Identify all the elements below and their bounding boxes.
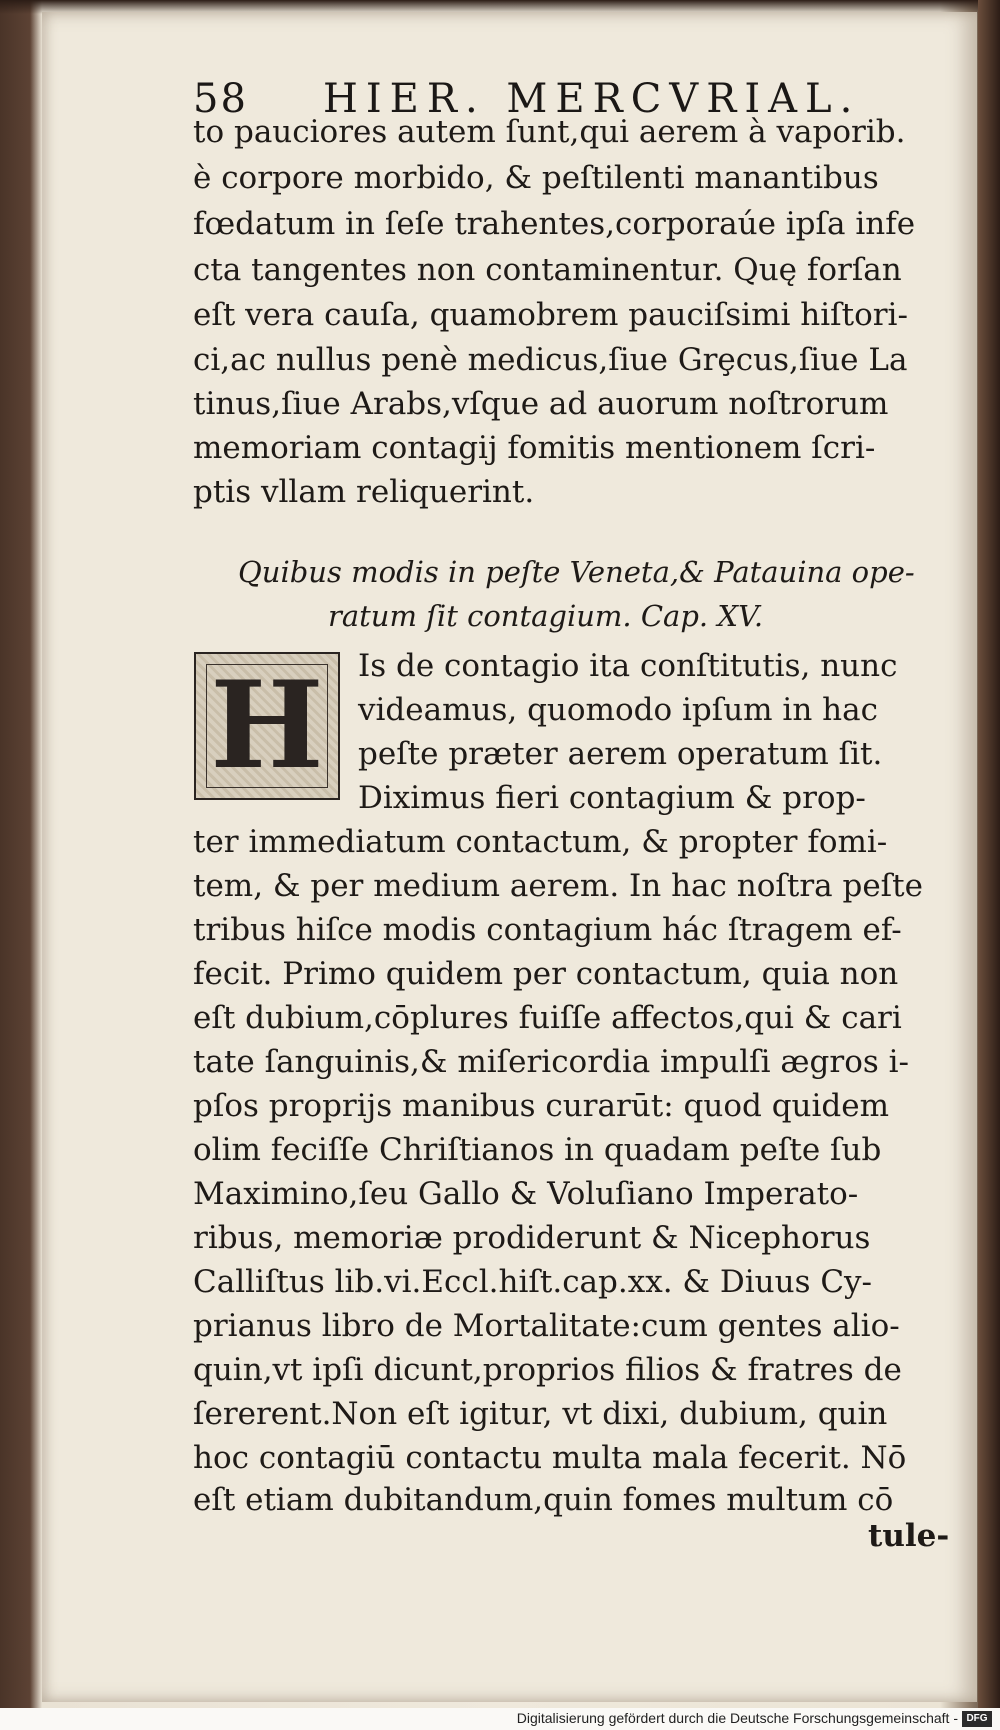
text-line: eſt vera cauſa, quamobrem pauciſsimi hiſtori- (193, 297, 908, 333)
chapter-heading-line: Quibus modis in peſte Veneta,& Patauina ope- (238, 555, 915, 589)
text-line: memoriam contagij fomitis mentionem ſcri- (193, 430, 876, 466)
text-line: ptis vllam reliquerint. (193, 474, 535, 510)
text-line: ci,ac nullus penè medicus,ſiue Grȩcus,ſiue La (193, 342, 908, 378)
text-line: cta tangentes non contaminentur. Quę forſan (193, 252, 902, 288)
page-number: 58 (193, 76, 248, 122)
text-line: to pauciores autem ſunt,qui aerem à vaporib. (193, 114, 906, 150)
text-line: è corpore morbido, & peſtilenti manantibus (193, 160, 879, 196)
text-line: eſt dubium,cōplures fuiſſe affectos,qui & cari (193, 1000, 902, 1036)
text-line: eſt etiam dubitandum,quin fomes multum cō (193, 1482, 894, 1518)
text-line: fecit. Primo quidem per contactum, quia non (193, 956, 899, 992)
book-edge-right (978, 0, 1000, 1730)
text-line: olim feciſſe Chriſtianos in quadam peſte ſub (193, 1132, 882, 1168)
text-line: Calliſtus lib.vi.Eccl.hiſt.cap.xx. & Diuus Cy- (193, 1264, 873, 1300)
text-line: tem, & per medium aerem. In hac noſtra peſte (193, 868, 923, 904)
running-title: HIER. MERCVRIAL. (323, 76, 861, 122)
initial-letter: H (210, 655, 324, 796)
digitization-credit-bar (0, 1708, 1000, 1730)
text-line: ter immediatum contactum, & propter fomi- (193, 824, 888, 860)
text-line: quin,vt ipſi dicunt,proprios filios & fratres de (193, 1352, 902, 1388)
text-line: tinus,ſiue Arabs,vſque ad auorum noſtrorum (193, 386, 889, 422)
catchword: tule- (868, 1518, 950, 1554)
text-line: tribus hiſce modis contagium hác ſtragem ef- (193, 912, 902, 948)
text-line: videamus, quomodo ipſum in hac (358, 692, 878, 728)
dfg-logo: DFG (962, 1711, 992, 1727)
text-line: Diximus fieri contagium & prop- (358, 780, 866, 816)
text-line: Is de contagio ita conſtitutis, nunc (358, 648, 898, 684)
text-line: prianus libro de Mortalitate:cum gentes alio- (193, 1308, 900, 1344)
text-line: hoc contagiū contactu multa mala fecerit. Nō (193, 1440, 907, 1476)
decorated-initial (194, 652, 340, 800)
text-line: tate ſanguinis,& miſericordia impulſi ægros i- (193, 1044, 910, 1080)
text-line: ribus, memoriæ prodiderunt & Nicephorus (193, 1220, 871, 1256)
chapter-heading-line: ratum ſit contagium. Cap. XV. (328, 599, 764, 633)
text-line: fœdatum in ſeſe trahentes,corporaúe ipſa infe (193, 206, 916, 242)
text-line: Maximino,ſeu Gallo & Voluſiano Imperato- (193, 1176, 859, 1212)
digitization-credit-text: Digitalisierung gefördert durch die Deutsche Forschungsgemeinschaft - (516, 1710, 958, 1726)
text-line: peſte præter aerem operatum ſit. (358, 736, 883, 772)
text-line: pſos proprijs manibus curarūt: quod quidem (193, 1088, 890, 1124)
text-line: ſererent.Non eſt igitur, vt dixi, dubium, quin (193, 1396, 888, 1432)
